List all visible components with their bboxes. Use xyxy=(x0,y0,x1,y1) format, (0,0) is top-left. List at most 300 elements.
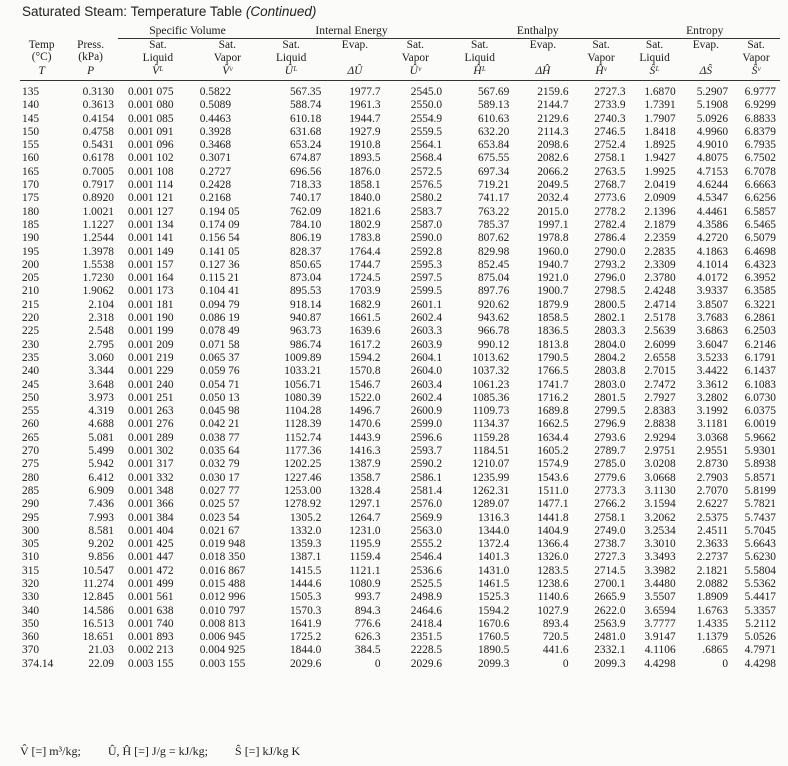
table-cell: 5.9301 xyxy=(744,445,776,458)
table-cell: 943.62 xyxy=(477,312,510,325)
table-cell: 2.5178 xyxy=(644,312,676,325)
table-cell: 6.3221 xyxy=(744,298,776,311)
table-cell: 1.4335 xyxy=(696,617,729,630)
table-cell: 0.001 190 xyxy=(127,312,174,325)
table-cell: 4.4298 xyxy=(744,657,776,670)
table-cell: 0.001 149 xyxy=(127,245,174,258)
table-cell: 1725.2 xyxy=(289,631,322,644)
table-cell: 653.24 xyxy=(289,139,322,152)
table-cell: 1.7907 xyxy=(644,112,676,125)
table-cell: 4.5347 xyxy=(696,192,729,205)
table-cell: 1283.5 xyxy=(537,564,569,577)
table-cell: 0.001 638 xyxy=(127,604,174,617)
table-cell: 2778.2 xyxy=(594,205,626,218)
table-row xyxy=(20,512,780,525)
table-cell: 3.973 xyxy=(88,391,114,404)
table-cell: 0.042 21 xyxy=(199,418,240,431)
table-cell: 2029.6 xyxy=(289,657,322,670)
table-row xyxy=(20,578,780,591)
table-cell: 4.8075 xyxy=(696,152,729,165)
table-cell: 5.6643 xyxy=(744,538,776,551)
table-cell: 963.73 xyxy=(289,325,322,338)
table-cell: 5.9662 xyxy=(744,431,776,444)
table-cell: 3.060 xyxy=(88,351,114,364)
table-cell: 2593.7 xyxy=(410,445,443,458)
table-cell: 2.7472 xyxy=(644,378,676,391)
table-row xyxy=(20,445,780,458)
column-header: Evap. xyxy=(341,39,369,51)
table-cell: 10.547 xyxy=(82,564,114,577)
table-cell: 0.001 472 xyxy=(127,564,174,577)
table-cell: 1227.46 xyxy=(284,471,322,484)
table-cell: 1944.7 xyxy=(349,112,381,125)
table-cell: 220 xyxy=(22,312,40,325)
table-cell: 5.942 xyxy=(88,458,114,471)
table-cell: 6.0019 xyxy=(744,418,776,431)
table-cell: 210 xyxy=(22,285,40,298)
table-row xyxy=(20,285,780,298)
table-row xyxy=(20,272,780,285)
table-cell: 2.7927 xyxy=(644,391,676,404)
table-cell: 0.001 302 xyxy=(127,445,174,458)
table-cell: 3.344 xyxy=(88,365,114,378)
table-cell: 350 xyxy=(22,617,40,630)
column-symbol: Ĥᴸ xyxy=(446,64,513,81)
table-cell: 1670.6 xyxy=(477,617,510,630)
table-cell: 135 xyxy=(22,86,40,98)
table-cell: 2738.7 xyxy=(594,538,626,551)
table-cell: 2790.0 xyxy=(594,245,626,258)
table-cell: 718.33 xyxy=(289,179,322,192)
table-cell: 0.001 447 xyxy=(127,551,174,564)
table-cell: 6.0375 xyxy=(744,405,776,418)
table-cell: 1741.7 xyxy=(537,378,569,391)
table-cell: 1328.4 xyxy=(349,484,381,497)
table-cell: 3.3612 xyxy=(696,378,729,391)
table-cell: 1033.21 xyxy=(284,365,322,378)
table-cell: 0.001 209 xyxy=(127,338,174,351)
column-symbol: ΔŜ xyxy=(680,64,732,81)
table-cell: 1080.39 xyxy=(284,391,322,404)
table-cell: 5.6230 xyxy=(744,551,776,564)
table-cell: 3.9337 xyxy=(696,285,729,298)
table-cell: 0.001 561 xyxy=(127,591,174,604)
table-cell: 918.14 xyxy=(289,298,322,311)
table-cell: 4.7971 xyxy=(744,644,776,657)
table-cell: 1289.07 xyxy=(472,498,510,511)
table-cell: 2546.4 xyxy=(410,551,443,564)
table-row xyxy=(20,658,780,671)
table-cell: 155 xyxy=(22,139,40,152)
table-cell: 200 xyxy=(22,258,40,271)
table-cell: 0.104 41 xyxy=(199,285,240,298)
table-cell: 1262.31 xyxy=(472,484,510,497)
table-cell: 2.8838 xyxy=(644,418,676,431)
table-cell: 3.1594 xyxy=(644,498,676,511)
table-cell: 0.001 164 xyxy=(127,272,174,285)
table-cell: 1238.6 xyxy=(537,577,569,590)
table-cell: 2603.9 xyxy=(410,338,443,351)
table-cell: 873.04 xyxy=(289,272,322,285)
table-cell: 0.141 05 xyxy=(199,245,240,258)
table-cell: 295 xyxy=(22,511,40,524)
table-cell: 4.0172 xyxy=(696,272,729,285)
table-cell: 5.1908 xyxy=(696,99,729,112)
table-cell: 0 xyxy=(374,657,381,670)
units-footnote xyxy=(20,744,324,759)
table-cell: 1415.5 xyxy=(289,564,322,577)
table-cell: 1662.5 xyxy=(537,418,569,431)
table-cell: 1836.5 xyxy=(537,325,569,338)
table-cell: 0.001 317 xyxy=(127,458,174,471)
table-cell: 1013.62 xyxy=(472,351,510,364)
table-cell: 1978.8 xyxy=(537,232,569,245)
table-cell: 1764.4 xyxy=(349,245,381,258)
table-cell: 1037.32 xyxy=(472,365,510,378)
table-cell: 1.1379 xyxy=(696,631,729,644)
table-cell: 5.3357 xyxy=(744,604,776,617)
table-cell: 7.993 xyxy=(88,511,114,524)
table-cell: 1844.0 xyxy=(289,644,322,657)
table-cell: 270 xyxy=(22,445,40,458)
table-cell: 1297.1 xyxy=(349,498,381,511)
table-cell: 1977.7 xyxy=(349,86,381,98)
table-cell: 610.18 xyxy=(289,112,322,125)
table-cell: 1358.7 xyxy=(349,471,381,484)
table-cell: 0.001 289 xyxy=(127,431,174,444)
table-cell: 2602.4 xyxy=(410,312,443,325)
table-cell: 2.4248 xyxy=(644,285,676,298)
table-cell: 320 xyxy=(22,577,40,590)
table-cell: 3.0368 xyxy=(696,431,729,444)
table-cell: 2.5639 xyxy=(644,325,676,338)
table-cell: 255 xyxy=(22,405,40,418)
table-cell: 0.003 155 xyxy=(127,657,174,670)
group-entropy: Entropy xyxy=(630,24,780,39)
table-cell: 2351.5 xyxy=(410,631,443,644)
table-cell: 0.001 199 xyxy=(127,325,174,338)
table-cell: 567.35 xyxy=(289,86,322,98)
table-cell: 2766.2 xyxy=(594,498,626,511)
table-cell: 2.9551 xyxy=(696,445,729,458)
table-cell: 22.09 xyxy=(88,657,114,670)
table-cell: 245 xyxy=(22,378,40,391)
table-row xyxy=(20,352,780,365)
table-cell: 1444.6 xyxy=(289,577,322,590)
table-cell: 1634.4 xyxy=(537,431,569,444)
table-row xyxy=(20,126,780,139)
table-cell: 0.7917 xyxy=(82,179,114,192)
table-cell: 2555.2 xyxy=(410,538,443,551)
table-cell: 165 xyxy=(22,165,40,178)
table-cell: 0.001 251 xyxy=(127,391,174,404)
table-cell: 2159.6 xyxy=(537,86,569,98)
table-cell: 5.081 xyxy=(88,431,114,444)
table-cell: 5.2907 xyxy=(696,86,729,98)
table-cell: 1505.3 xyxy=(289,591,322,604)
table-cell: 5.8938 xyxy=(744,458,776,471)
table-cell: 0.3928 xyxy=(199,125,232,138)
table-row xyxy=(20,81,780,100)
table-cell: 190 xyxy=(22,232,40,245)
table-cell: 1570.3 xyxy=(289,604,322,617)
table-cell: 0.001 276 xyxy=(127,418,174,431)
table-cell: 1.6870 xyxy=(644,86,676,98)
table-cell: 1.9427 xyxy=(644,152,676,165)
table-cell: 2773.6 xyxy=(594,192,626,205)
table-cell: 2779.6 xyxy=(594,471,626,484)
table-row xyxy=(20,392,780,405)
table-cell: 4.1014 xyxy=(696,258,729,271)
table-cell: 1085.36 xyxy=(472,391,510,404)
table-cell: 2.4511 xyxy=(697,524,729,537)
table-cell: 2597.5 xyxy=(410,272,443,285)
table-cell: 1080.9 xyxy=(349,577,381,590)
table-cell: 3.3010 xyxy=(644,538,676,551)
table-cell: 2536.6 xyxy=(410,564,443,577)
table-cell: 1253.00 xyxy=(284,484,322,497)
column-header: Press. (kPa) xyxy=(77,38,105,63)
table-cell: 280 xyxy=(22,471,40,484)
table-cell: 2.1821 xyxy=(696,564,729,577)
table-cell: 1431.0 xyxy=(477,564,510,577)
table-cell: 0.115 21 xyxy=(199,272,240,285)
table-cell: 0.001 091 xyxy=(127,125,174,138)
table-cell: 1109.73 xyxy=(472,405,510,418)
table-cell: 697.34 xyxy=(477,165,510,178)
table-cell: 875.04 xyxy=(477,272,510,285)
table-row xyxy=(20,405,780,418)
table-cell: 1461.5 xyxy=(477,577,510,590)
table-cell: 4.688 xyxy=(88,418,114,431)
table-cell: 215 xyxy=(22,298,40,311)
table-cell: 0 xyxy=(562,657,569,670)
table-cell: 2603.4 xyxy=(410,378,443,391)
table-cell: 0.045 98 xyxy=(199,405,240,418)
table-cell: 14.586 xyxy=(82,604,114,617)
table-cell: 2700.1 xyxy=(594,577,626,590)
table-cell: 1594.2 xyxy=(349,351,381,364)
table-cell: 1104.28 xyxy=(284,405,322,418)
table-cell: 1264.7 xyxy=(349,511,381,524)
table-cell: 1404.9 xyxy=(537,524,569,537)
table-cell: 6.5857 xyxy=(744,205,776,218)
table-cell: 1184.51 xyxy=(472,445,510,458)
table-cell: 1703.9 xyxy=(349,285,381,298)
table-cell: 2786.4 xyxy=(594,232,626,245)
table-cell: 240 xyxy=(22,365,40,378)
column-header: Sat. Vapor xyxy=(742,39,770,64)
table-cell: 2602.4 xyxy=(410,391,443,404)
table-cell: 4.1106 xyxy=(644,644,676,657)
table-cell: 6.7502 xyxy=(744,152,776,165)
column-symbol: T xyxy=(20,64,63,81)
column-header: Sat. Liquid xyxy=(639,39,670,64)
table-cell: 0.174 09 xyxy=(199,218,240,231)
table-cell: 2746.5 xyxy=(594,125,626,138)
table-cell: 5.5362 xyxy=(744,577,776,590)
table-row xyxy=(20,432,780,445)
table-cell: 0.002 213 xyxy=(127,644,174,657)
table-cell: 374.14 xyxy=(22,657,54,670)
column-header: Sat. Vapor xyxy=(401,39,429,64)
table-cell: 1813.8 xyxy=(537,338,569,351)
table-cell: 0.059 76 xyxy=(199,365,240,378)
table-cell: 2418.4 xyxy=(410,617,443,630)
table-cell: 1202.25 xyxy=(284,458,322,471)
table-cell: 1876.0 xyxy=(349,165,381,178)
table-row xyxy=(20,618,780,631)
table-cell: 1921.0 xyxy=(537,272,569,285)
table-cell: 2029.6 xyxy=(410,657,443,670)
table-cell: 0.001 229 xyxy=(127,365,174,378)
table-cell: 2583.7 xyxy=(410,205,443,218)
table-cell: 1235.99 xyxy=(472,471,510,484)
table-cell: 1387.9 xyxy=(349,458,381,471)
table-cell: 1961.3 xyxy=(349,99,381,112)
table-cell: 1366.4 xyxy=(537,538,569,551)
table-cell: 0.035 64 xyxy=(199,445,240,458)
table-cell: 2.3309 xyxy=(644,258,676,271)
table-cell: 2595.3 xyxy=(410,258,443,271)
table-cell: 0.001 096 xyxy=(127,139,174,152)
table-row xyxy=(20,498,780,511)
table-cell: 6.9777 xyxy=(744,86,776,98)
table-cell: 3.6594 xyxy=(644,604,676,617)
table-cell: .6865 xyxy=(702,644,729,657)
table-cell: 305 xyxy=(22,538,40,551)
column-symbol: ΔĤ xyxy=(513,64,572,81)
table-cell: 626.3 xyxy=(354,631,381,644)
column-header: Sat. Liquid xyxy=(142,39,174,64)
table-cell: 6.7935 xyxy=(744,139,776,152)
table-cell: 2802.1 xyxy=(594,312,626,325)
table-cell: 2.6227 xyxy=(696,498,729,511)
table-cell: 990.12 xyxy=(477,338,510,351)
table-cell: 285 xyxy=(22,484,40,497)
table-cell: 850.65 xyxy=(289,258,322,271)
table-cell: 11.274 xyxy=(83,577,114,590)
table-cell: 0.001 141 xyxy=(127,232,174,245)
table-cell: 2803.3 xyxy=(594,325,626,338)
table-cell: 2590.2 xyxy=(410,458,443,471)
table-cell: 6.3952 xyxy=(744,272,776,285)
table-cell: 3.2062 xyxy=(644,511,676,524)
table-cell: 0.016 867 xyxy=(199,564,246,577)
table-cell: 2587.0 xyxy=(410,218,443,231)
table-cell: 180 xyxy=(22,205,40,218)
table-cell: 6.1437 xyxy=(744,365,776,378)
table-row xyxy=(20,339,780,352)
table-cell: 3.1130 xyxy=(644,484,676,497)
table-cell: 2749.0 xyxy=(594,524,626,537)
table-row xyxy=(20,219,780,232)
table-cell: 2.795 xyxy=(88,338,114,351)
table-cell: 2572.5 xyxy=(410,165,443,178)
table-cell: 2.548 xyxy=(88,325,114,338)
table-cell: 1840.0 xyxy=(349,192,381,205)
table-cell: 1359.3 xyxy=(289,538,322,551)
table-cell: 2099.3 xyxy=(594,657,626,670)
table-cell: 1.8909 xyxy=(696,591,729,604)
table-cell: 1159.4 xyxy=(349,551,381,564)
table-cell: 2804.2 xyxy=(594,351,626,364)
table-cell: 0.001 080 xyxy=(127,99,174,112)
table-cell: 0.018 350 xyxy=(199,551,246,564)
table-cell: 2800.5 xyxy=(594,298,626,311)
table-cell: 340 xyxy=(22,604,40,617)
table-cell: 195 xyxy=(22,245,40,258)
table-cell: 0.001 121 xyxy=(127,192,174,205)
table-cell: 0.001 384 xyxy=(127,511,174,524)
table-cell: 674.87 xyxy=(289,152,322,165)
table-cell: 1.7391 xyxy=(644,99,676,112)
table-cell: 0.038 77 xyxy=(199,431,240,444)
table-cell: 0.001 263 xyxy=(127,405,174,418)
table-cell: 370 xyxy=(22,644,40,657)
table-cell: 3.1181 xyxy=(697,418,729,431)
column-header: Evap. xyxy=(529,39,557,51)
table-cell: 3.2802 xyxy=(696,391,729,404)
table-cell: 2.7903 xyxy=(696,471,729,484)
table-cell: 653.84 xyxy=(477,139,510,152)
table-cell: 2758.1 xyxy=(594,511,626,524)
table-cell: 205 xyxy=(22,272,40,285)
table-cell: 2568.4 xyxy=(410,152,443,165)
table-cell: 0.050 13 xyxy=(199,391,240,404)
table-cell: 1121.1 xyxy=(349,564,381,577)
table-cell: 2.318 xyxy=(88,312,114,325)
table-cell: 2596.6 xyxy=(410,431,443,444)
table-cell: 1570.8 xyxy=(349,365,381,378)
table-cell: 1879.9 xyxy=(537,298,569,311)
column-symbol: Ûᴸ xyxy=(257,64,325,81)
table-cell: 6.3585 xyxy=(744,285,776,298)
table-cell: 250 xyxy=(22,391,40,404)
table-cell: 2803.8 xyxy=(594,365,626,378)
table-cell: 1900.7 xyxy=(537,285,569,298)
table-cell: 2.9751 xyxy=(644,445,676,458)
table-row xyxy=(20,192,780,205)
table-cell: 1543.6 xyxy=(537,471,569,484)
table-cell: 0.001 499 xyxy=(127,577,174,590)
table-cell: 0.001 366 xyxy=(127,498,174,511)
column-symbol: Ŝᵛ xyxy=(732,64,780,81)
table-cell: 1401.3 xyxy=(477,551,510,564)
table-cell: 0.027 77 xyxy=(199,484,240,497)
table-cell: 2559.5 xyxy=(410,125,443,138)
table-cell: 2622.0 xyxy=(594,604,626,617)
table-cell: 2768.7 xyxy=(594,179,626,192)
table-cell: 893.4 xyxy=(542,617,569,630)
table-cell: 0.006 945 xyxy=(199,631,246,644)
table-cell: 4.7153 xyxy=(696,165,729,178)
table-cell: 2099.3 xyxy=(477,657,510,670)
table-cell: 1639.6 xyxy=(349,325,381,338)
table-cell: 2144.7 xyxy=(537,99,569,112)
table-cell: 993.7 xyxy=(354,591,381,604)
table-cell: 1858.1 xyxy=(349,179,381,192)
table-cell: 1910.8 xyxy=(349,139,381,152)
table-row xyxy=(20,312,780,325)
table-cell: 0.2168 xyxy=(199,192,232,205)
table-cell: 0.5431 xyxy=(82,139,114,152)
table-cell: 1.8418 xyxy=(644,125,676,138)
table-cell: 3.6863 xyxy=(696,325,729,338)
table-cell: 2576.5 xyxy=(410,179,443,192)
table-cell: 1858.5 xyxy=(537,312,569,325)
table-cell: 2727.3 xyxy=(594,551,626,564)
